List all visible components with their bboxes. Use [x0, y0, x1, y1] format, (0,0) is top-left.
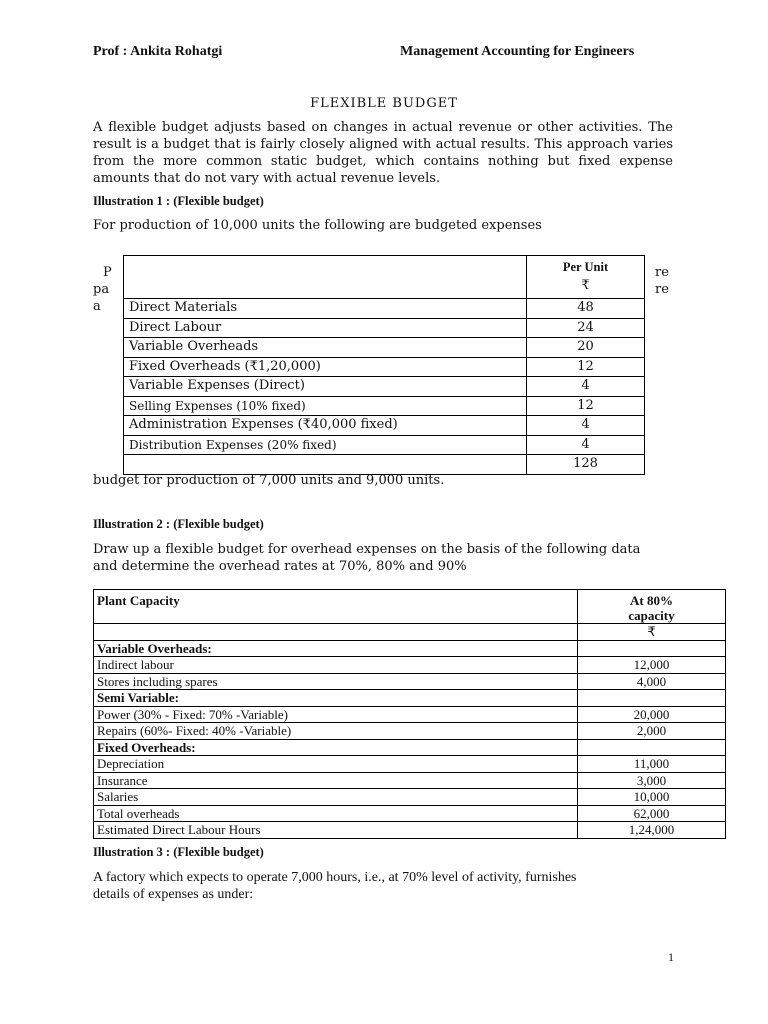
table-row [94, 822, 726, 839]
row-label: Semi Variable: [94, 690, 578, 707]
illustration-1-lead: For production of 10,000 units the following are budgeted expenses [93, 218, 542, 233]
row-label: Distribution Expenses (20% fixed) [124, 435, 527, 455]
overhead-budget-table [93, 589, 726, 839]
row-label: Direct Labour [124, 318, 527, 338]
currency-symbol: ₹ [581, 278, 590, 293]
table-row [94, 706, 726, 723]
table-total-row [124, 455, 645, 475]
row-value: 4 [527, 377, 645, 397]
currency-symbol: ₹ [578, 624, 726, 641]
row-label: Indirect labour [94, 657, 578, 674]
row-label: Fixed Overheads (₹1,20,000) [124, 357, 527, 377]
row-value: 3,000 [578, 772, 726, 789]
row-value: 10,000 [578, 789, 726, 806]
row-value: 4 [527, 435, 645, 455]
row-label: Salaries [94, 789, 578, 806]
table-header-blank [124, 256, 527, 299]
fragment-left-2: pa [93, 282, 110, 297]
table-row [94, 723, 726, 740]
fragment-right-1: re [655, 265, 669, 280]
row-value: 12 [527, 396, 645, 416]
row-value [578, 739, 726, 756]
table-row [124, 338, 645, 358]
illustration-2-lead-1: Draw up a flexible budget for overhead expenses on the basis of the following data [93, 542, 641, 557]
row-value [578, 690, 726, 707]
table-row [124, 416, 645, 436]
illustration-1-heading: Illustration 1 : (Flexible budget) [93, 194, 264, 208]
capacity-header-line1: At 80% [630, 592, 673, 608]
row-value: 20,000 [578, 706, 726, 723]
row-label: Repairs (60%- Fixed: 40% -Variable) [94, 723, 578, 740]
fragment-right-2: re [655, 282, 669, 297]
row-value: 2,000 [578, 723, 726, 740]
row-value: 48 [527, 299, 645, 319]
table-row [94, 657, 726, 674]
row-value: 1,24,000 [578, 822, 726, 839]
table-row [94, 673, 726, 690]
row-label: Total overheads [94, 805, 578, 822]
row-value: 4 [527, 416, 645, 436]
per-unit-header [527, 256, 645, 299]
illustration-1-followup: budget for production of 7,000 units and 9,000 units. [93, 473, 445, 488]
capacity-header-line2: capacity [628, 607, 675, 623]
table-row [94, 640, 726, 657]
row-value: 4,000 [578, 673, 726, 690]
row-value: 62,000 [578, 805, 726, 822]
row-label: Insurance [94, 772, 578, 789]
illustration-2-heading: Illustration 2 : (Flexible budget) [93, 517, 264, 531]
fragment-left-1: P [103, 265, 112, 280]
row-value: 12 [527, 357, 645, 377]
table-row [124, 435, 645, 455]
page-title: FLEXIBLE BUDGET [310, 96, 458, 111]
row-label: Variable Overheads [124, 338, 527, 358]
capacity-header [578, 590, 726, 624]
row-label: Stores including spares [94, 673, 578, 690]
table-row [124, 299, 645, 319]
total-label-blank [124, 455, 527, 475]
row-value: 12,000 [578, 657, 726, 674]
table-row [94, 789, 726, 806]
table-row [94, 772, 726, 789]
row-label: Selling Expenses (10% fixed) [124, 396, 527, 416]
page-number: 1 [668, 950, 674, 964]
row-label: Power (30% - Fixed: 70% -Variable) [94, 706, 578, 723]
illustration-3-line-2: details of expenses as under: [93, 887, 254, 902]
row-label: Administration Expenses (₹40,000 fixed) [124, 416, 527, 436]
table-row [94, 739, 726, 756]
row-value [578, 640, 726, 657]
intro-paragraph: A flexible budget adjusts based on changes in actual revenue or other activities. The result is a budget that is fairly closely aligned with actual results. This approach varies from the more common static budget, which contains nothing but fixed expense amounts that do not vary with actual revenue levels. [93, 120, 673, 186]
table-header-row [94, 590, 726, 624]
row-value: 24 [527, 318, 645, 338]
row-value: 11,000 [578, 756, 726, 773]
row-label: Estimated Direct Labour Hours [94, 822, 578, 839]
table-header-row [124, 256, 645, 299]
row-label: Depreciation [94, 756, 578, 773]
illustration-3-line-1: A factory which expects to operate 7,000 hours, i.e., at 70% level of activity, furnishes [93, 870, 577, 885]
table-row [124, 377, 645, 397]
header-course: Management Accounting for Engineers [400, 44, 635, 59]
table-row [124, 357, 645, 377]
row-value: 20 [527, 338, 645, 358]
total-value: 128 [527, 455, 645, 475]
row-label: Variable Overheads: [94, 640, 578, 657]
header-author: Prof : Ankita Rohatgi [93, 44, 223, 59]
currency-row-blank [94, 624, 578, 641]
table-row [94, 805, 726, 822]
per-unit-label: Per Unit [562, 260, 609, 274]
table-row [94, 690, 726, 707]
row-label: Fixed Overheads: [94, 739, 578, 756]
row-label: Variable Expenses (Direct) [124, 377, 527, 397]
illustration-3-heading: Illustration 3 : (Flexible budget) [93, 845, 264, 859]
fragment-left-3: a [93, 299, 101, 314]
illustration-2-lead-2: and determine the overhead rates at 70%, 80% and 90% [93, 559, 467, 574]
currency-row [94, 624, 726, 641]
plant-capacity-header: Plant Capacity [94, 590, 578, 624]
budget-expenses-table [123, 255, 645, 475]
table-row [124, 318, 645, 338]
table-row [94, 756, 726, 773]
row-label: Direct Materials [124, 299, 527, 319]
table-row [124, 396, 645, 416]
